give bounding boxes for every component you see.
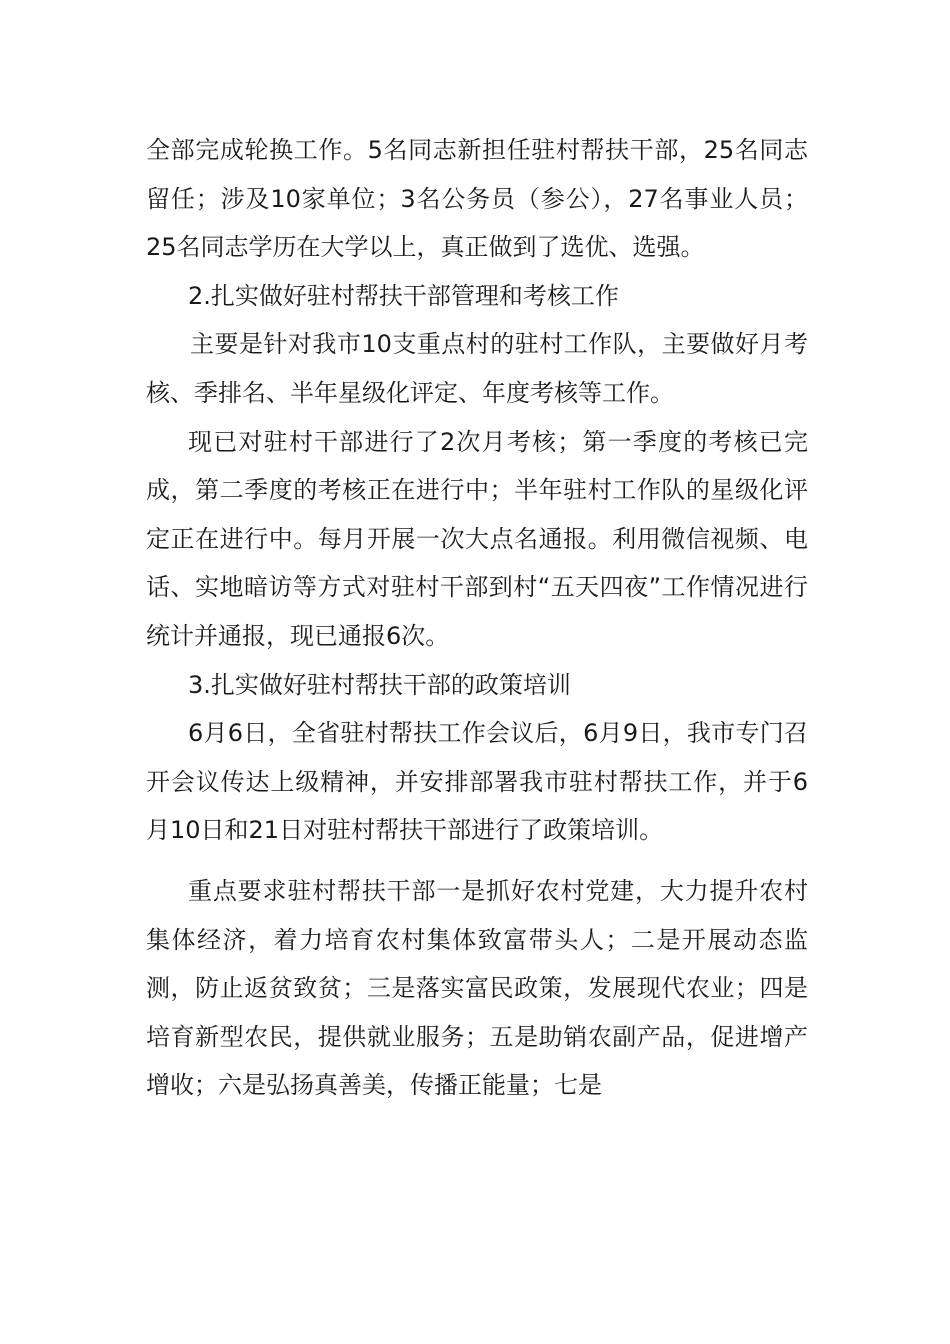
section-heading-management-assessment: 2.扎实做好驻村帮扶干部管理和考核工作: [188, 281, 619, 310]
paragraph-training-meetings: 6月6日，全省驻村帮扶工作会议后，6月9日，我市专门召开会议传达上级精神，并安排部署我市驻村帮扶工作，并于6月10日和21日对驻村帮扶干部进行了政策培训。: [146, 719, 808, 845]
paragraph-assessment-progress: 现已对驻村干部进行了2次月考核；第一季度的考核已完成，第二季度的考核正在进行中；半年驻村工作队的星级化评定正在进行中。每月开展一次大点名通报。利用微信视频、电话、实地暗访等方式对驻村干部到村“五天四夜”工作情况进行统计并通报，现已通报6次。: [146, 427, 808, 650]
paragraph-assessment-scope: 主要是针对我市10支重点村的驻村工作队，主要做好月考核、季排名、半年星级化评定、年度考核等工作。: [146, 330, 808, 407]
document-body: [146, 126, 808, 1110]
section-heading-policy-training: 3.扎实做好驻村帮扶干部的政策培训: [188, 670, 571, 699]
paragraph-rotation-summary: 全部完成轮换工作。5名同志新担任驻村帮扶干部，25名同志留任；涉及10家单位；3名公务员（参公），27名事业人员；25名同志学历在大学以上，真正做到了选优、选强。: [146, 136, 808, 262]
paragraph-key-requirements: 重点要求驻村帮扶干部一是抓好农村党建，大力提升农村集体经济，着力培育农村集体致富带头人；二是开展动态监测，防止返贫致贫；三是落实富民政策，发展现代农业；四是培育新型农民，提供就业服务；五是助销农副产品，促进增产增收；六是弘扬真善美，传播正能量；七是: [146, 876, 808, 1100]
